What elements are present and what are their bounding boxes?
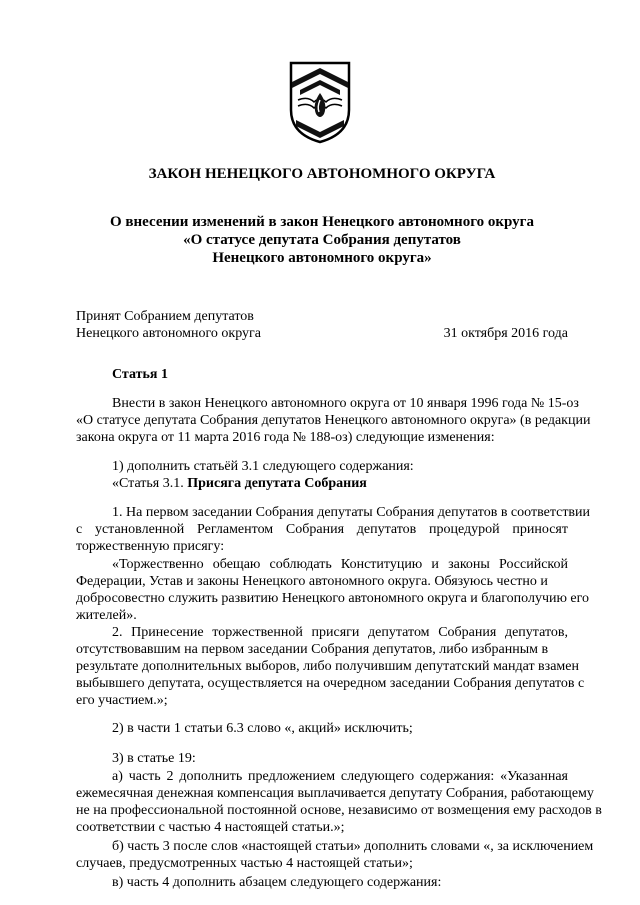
p2-line-2: отсутствовавшим на первом заседании Собрания депутатов, либо избранным в xyxy=(76,642,549,657)
item-3b-line-1: б) часть 3 после слов «настоящей статьи» дополнить словами «, за исключением xyxy=(112,839,594,854)
intro-line-1: Внести в закон Ненецкого автономного округа от 10 января 1996 года № 15-оз xyxy=(112,396,579,411)
item-3a-line-2: ежемесячная денежная компенсация выплачивается депутату Собрания, работающему xyxy=(76,786,594,801)
law-subtitle-line-3: Ненецкого автономного округа» xyxy=(212,250,432,266)
intro-line-2: «О статусе депутата Собрания депутатов Ненецкого автономного округа» (в редакции xyxy=(76,413,591,428)
oath-line-2: Федерации, Устав и законы Ненецкого автономного округа. Обязуюсь честно и xyxy=(76,574,548,589)
oath-line-3: добросовестно служить развитию Ненецкого автономного округа и благополучию его xyxy=(76,591,590,606)
item-2: 2) в части 1 статьи 6.3 слово «, акций» исключить; xyxy=(112,721,413,736)
item-3: 3) в статье 19: xyxy=(112,751,196,766)
article-heading: Статья 1 xyxy=(112,367,168,382)
item-3b-line-2: случаев, предусмотренных частью 4 настоящей статьи»; xyxy=(76,856,413,871)
intro-line-3: закона округа от 11 марта 2016 года № 188-оз) следующие изменения: xyxy=(76,430,495,445)
coat-of-arms-icon xyxy=(288,60,352,144)
item-3a-line-3: не на профессиональной постоянной основе, независимо от возмещения ему расходов в xyxy=(76,803,602,818)
item-3c: в) часть 4 дополнить абзацем следующего содержания: xyxy=(112,875,442,890)
article-3-1-prefix: «Статья 3.1. xyxy=(112,476,188,491)
law-subtitle-line-1: О внесении изменений в закон Ненецкого автономного округа xyxy=(109,214,534,230)
item-3a-line-1: а) часть 2 дополнить предложением следующего содержания: «Указанная xyxy=(112,769,568,784)
item-1: 1) дополнить статьёй 3.1 следующего содержания: xyxy=(112,459,414,474)
p2-line-5: его участием.»; xyxy=(76,693,168,708)
p1-line-2: с установленной Регламентом Собрания депутатов процедурой приносят xyxy=(76,522,568,537)
oath-line-1: «Торжественно обещаю соблюдать Конституцию и законы Российской xyxy=(112,557,568,572)
adopted-by-text: Ненецкого автономного округа xyxy=(76,326,261,341)
law-subtitle-line-2: «О статусе депутата Собрания депутатов xyxy=(183,232,461,248)
adopted-by-line-1: Принят Собранием депутатов xyxy=(76,309,254,324)
article-3-1-name: Присяга депутата Собрания xyxy=(187,476,367,491)
item-3a-line-4: соответствии с частью 4 настоящей статьи.»; xyxy=(76,820,345,835)
adopted-by-line-2 xyxy=(76,325,568,342)
law-title: ЗАКОН НЕНЕЦКОГО АВТОНОМНОГО ОКРУГА xyxy=(148,166,496,182)
p2-line-1: 2. Принесение торжественной присяги депутатом Собрания депутатов, xyxy=(112,625,568,640)
p1-line-3: торжественную присягу: xyxy=(76,539,225,554)
p2-line-4: выбывшего депутата, осуществляется на очередном заседании Собрания депутатов с xyxy=(76,676,585,691)
oath-line-4: жителей». xyxy=(76,608,137,623)
p2-line-3: результате дополнительных выборов, либо получившим депутатский мандат взамен xyxy=(76,659,579,674)
adopted-date: 31 октября 2016 года xyxy=(443,326,568,341)
p1-line-1: 1. На первом заседании Собрания депутаты Собрания депутатов в соответствии xyxy=(112,505,591,520)
article-3-1-heading xyxy=(76,475,604,492)
